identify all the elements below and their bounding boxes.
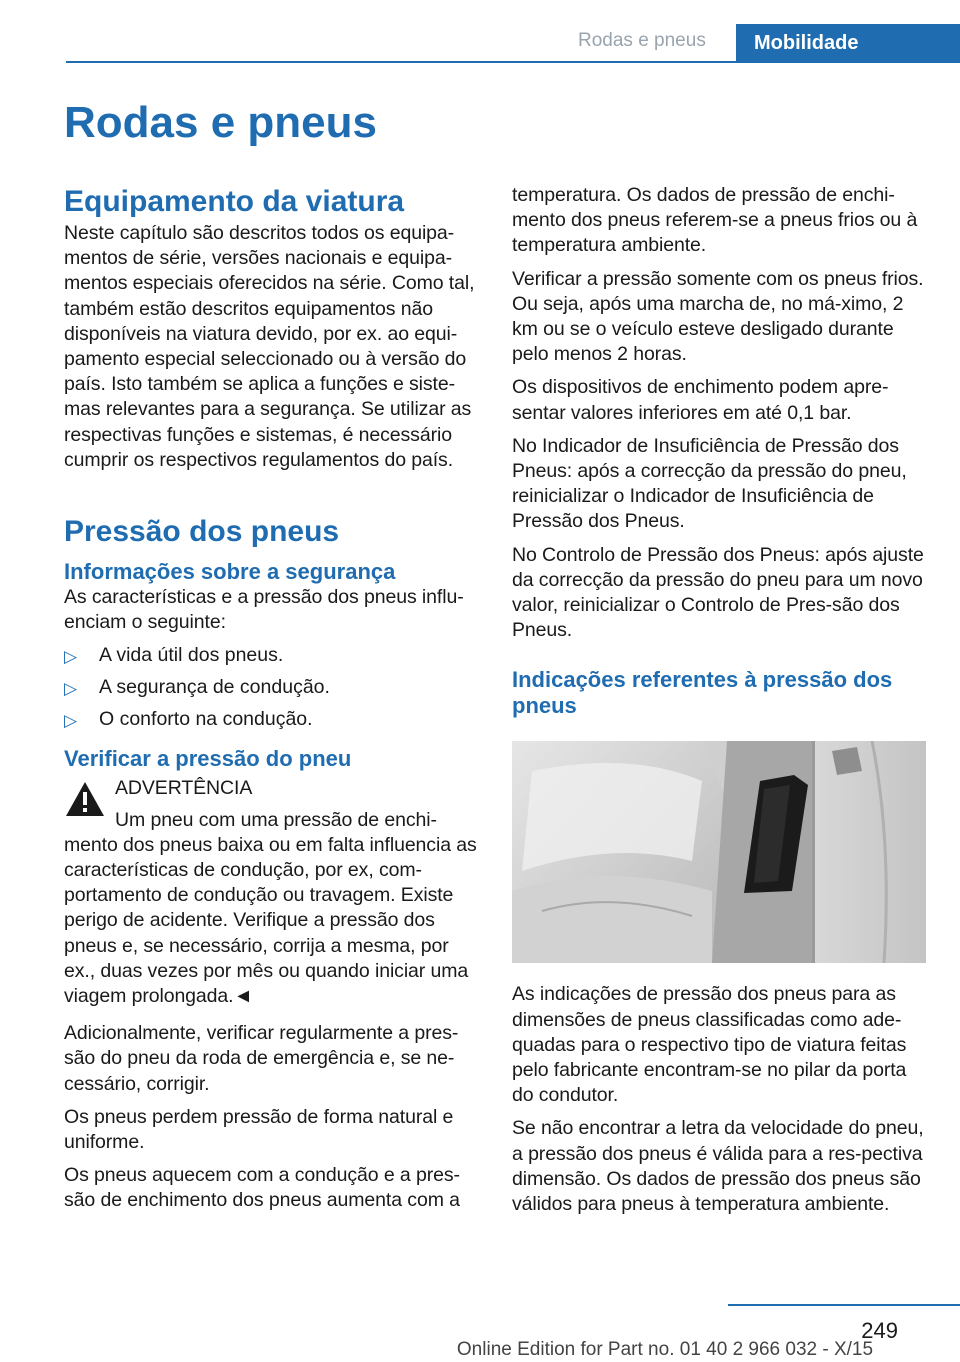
paragraph-adicionalmente: Adicionalmente, verificar regularmente a pres-são do pneu da roda de emergência e, se ne-cessário, corrigir. (64, 1022, 459, 1095)
footer-edition-text: Online Edition for Part no. 01 40 2 966 032 - X/15 (456, 1339, 874, 1360)
header-rule (66, 61, 960, 63)
paragraph-informacoes: As características e a pressão dos pneus influ-enciam o seguinte: (64, 586, 464, 634)
heading-equipamento: Equipamento da viatura (64, 185, 405, 218)
paragraph-controlo: No Controlo de Pressão dos Pneus: após ajuste da correcção da pressão do pneu para um novo valor, reinicializar o Controlo de Pres-são dos Pneus. (512, 543, 924, 642)
warning-block (64, 776, 478, 1009)
page-header (0, 24, 960, 62)
warning-text-first-line: Um pneu com uma pressão de enchi- (115, 808, 437, 831)
list-item: ▷ A vida útil dos pneus. (64, 643, 478, 668)
door-pillar-photo (512, 741, 926, 963)
header-chapter-tab: Mobilidade (736, 24, 960, 63)
paragraph-indicador: No Indicador de Insuficiência de Pressão dos Pneus: após a correcção da pressão do pneu, reinicializar o Indicador de Insuficiência de Pressão dos Pneus. (512, 434, 907, 533)
paragraph-indicacoes: As indicações de pressão dos pneus para as dimensões de pneus classificadas como ade-quadas para o respectivo tipo de viatura feitas pelo fabricante encontram-se no pilar da porta do condutor. (512, 983, 907, 1107)
warning-title: ADVERTÊNCIA (115, 777, 253, 800)
heading-informacoes-seguranca: Informações sobre a segurança (64, 559, 396, 585)
chapter-title: Rodas e pneus (64, 98, 377, 147)
list-item: ▷ A segurança de condução. (64, 675, 478, 700)
left-column (64, 183, 478, 1214)
heading-indicacoes: Indicações referentes à pressão dos pneus (512, 667, 893, 719)
paragraph-letra-velocidade: Se não encontrar a letra da velocidade do pneu, a pressão dos pneus é válida para a res-pectiva dimensão. Os dados de pressão dos pneus são válidos para pneus à temperatura ambiente. (512, 1117, 924, 1216)
triangle-bullet-icon: ▷ (64, 647, 78, 667)
paragraph-perdem-pressao: Os pneus perdem pressão de forma natural e uniforme. (64, 1105, 454, 1154)
bullet-list (64, 643, 478, 732)
page-number: 249 (861, 1318, 898, 1343)
paragraph-temperatura: temperatura. Os dados de pressão de enchi-mento dos pneus referem-se a pneus frios ou à temperatura ambiente. (512, 184, 918, 257)
triangle-bullet-icon: ▷ (64, 679, 78, 699)
right-column (512, 183, 926, 1217)
paragraph-equipamento: Neste capítulo são descritos todos os equipa-mentos de série, versões nacionais e equipa-mentos especiais oferecidos na série. Como tal, também estão descritos equipamentos não disponíveis na viatura devido, por ex. ao equi-pamento especial seleccionado ou à versão do país. Isto também se aplica a funções e siste-mas relevantes para a segurança. Se utilizar as respectivas funções e sistemas, é necessário cumprir os respectivos regulamentos do país. (64, 222, 475, 471)
paragraph-dispositivos: Os dispositivos de enchimento podem apre-sentar valores inferiores em até 0,1 bar. (512, 376, 889, 424)
paragraph-aquecem: Os pneus aquecem com a condução e a pres-são de enchimento dos pneus aumenta com a (64, 1164, 460, 1212)
footer-edition (0, 1339, 960, 1361)
list-item: ▷ O conforto na condução. (64, 707, 478, 732)
warning-text: mento dos pneus baixa ou em falta influencia as características de condução, por ex, com-portamento de condução ou travagem. Existe perigo de acidente. Verifique a pressão dos pneus e, se necessário, corrija a mesma, por ex., duas vezes por mês ou quando iniciar uma viagem prolongada.◄ (64, 833, 477, 1008)
paragraph-pneus-frios: Verificar a pressão somente com os pneus frios. Ou seja, após uma marcha de, no má-ximo, 2 km ou se o veículo esteve desligado durante pelo menos 2 horas. (512, 267, 924, 366)
triangle-bullet-icon: ▷ (64, 711, 78, 731)
warning-triangle-icon (64, 780, 106, 818)
header-section-label: Rodas e pneus (578, 30, 706, 51)
footer-rule (728, 1304, 960, 1306)
heading-pressao-pneus: Pressão dos pneus (64, 515, 340, 549)
heading-verificar-pressao: Verificar a pressão do pneu (64, 746, 352, 772)
